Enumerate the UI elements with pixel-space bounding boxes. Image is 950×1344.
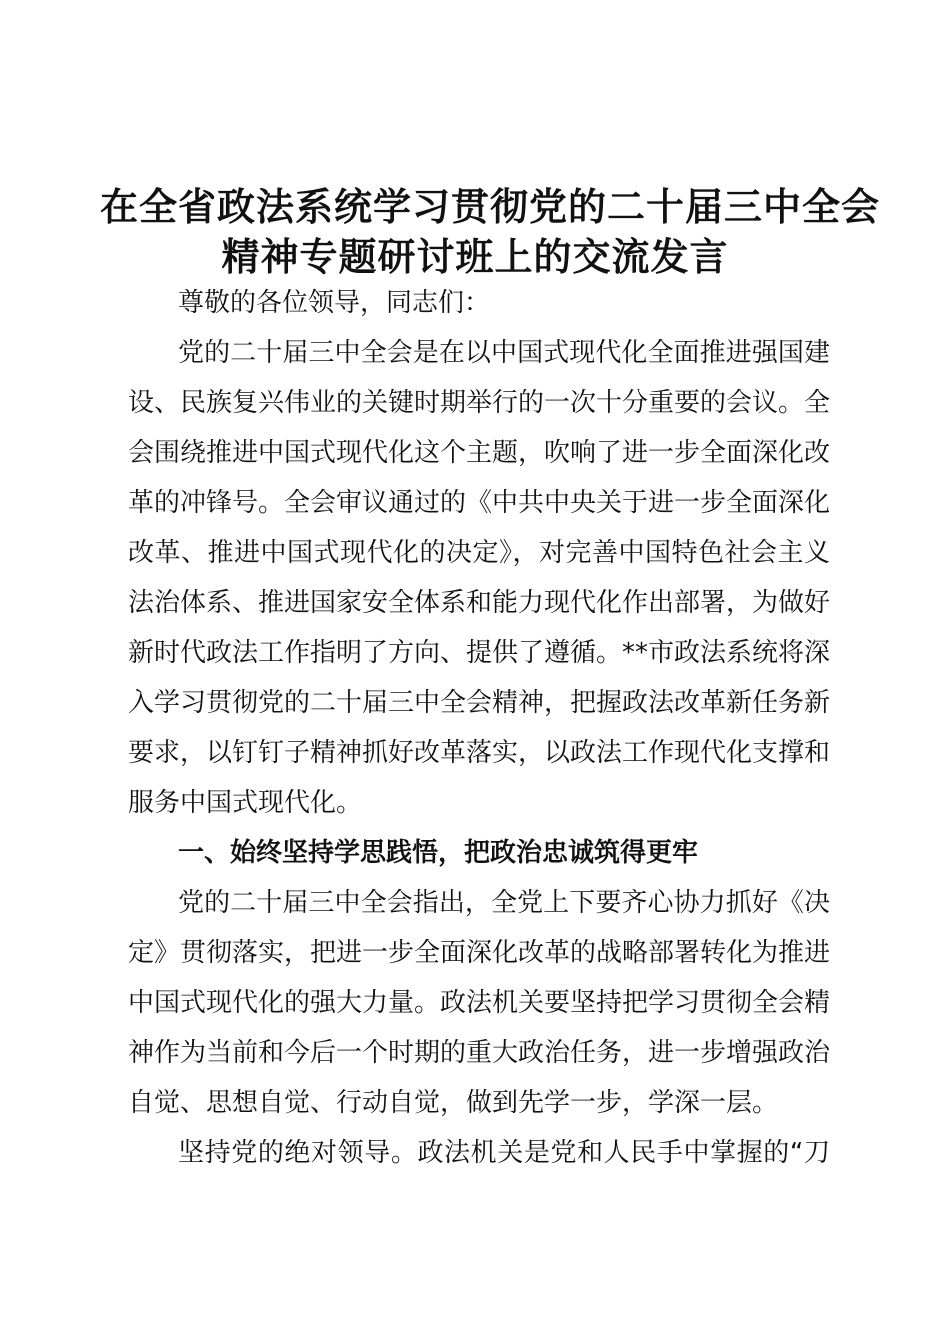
para1-line: 入学习贯彻党的二十届三中全会精神，把握政法改革新任务新 — [128, 688, 831, 718]
salutation: 尊敬的各位领导，同志们： — [178, 288, 491, 318]
para1-line: 革的冲锋号。全会审议通过的《中共中央关于进一步全面深化 — [128, 488, 831, 518]
para1-line: 服务中国式现代化。 — [128, 788, 363, 818]
para1-line: 会围绕推进中国式现代化这个主题，吹响了进一步全面深化改 — [128, 438, 831, 468]
para1-line: 要求，以钉钉子精神抓好改革落实，以政法工作现代化支撑和 — [128, 738, 831, 768]
para2-line: 自觉、思想自觉、行动自觉，做到先学一步，学深一层。 — [128, 1088, 779, 1118]
document-title-line-2: 精神专题研讨班上的交流发言 — [221, 235, 729, 279]
para2-line: 定》贯彻落实，把进一步全面深化改革的战略部署转化为推进 — [128, 938, 831, 968]
para1-line: 党的二十届三中全会是在以中国式现代化全面推进强国建 — [178, 338, 830, 368]
para2-line: 中国式现代化的强大力量。政法机关要坚持把学习贯彻全会精 — [128, 988, 831, 1018]
para1-line: 改革、推进中国式现代化的决定》，对完善中国特色社会主义 — [128, 538, 830, 568]
para2-line: 神作为当前和今后一个时期的重大政治任务，进一步增强政治 — [128, 1038, 831, 1068]
document-title-line-1: 在全省政法系统学习贯彻党的二十届三中全会 — [100, 185, 881, 229]
para1-line: 新时代政法工作指明了方向、提供了遵循。**市政法系统将深 — [128, 638, 831, 668]
para1-line: 法治体系、推进国家安全体系和能力现代化作出部署，为做好 — [128, 588, 831, 618]
para1-line: 设、民族复兴伟业的关键时期举行的一次十分重要的会议。全 — [128, 388, 831, 418]
para2-line: 党的二十届三中全会指出，全党上下要齐心协力抓好《决 — [178, 888, 830, 918]
para3-line: 坚持党的绝对领导。政法机关是党和人民手中掌握的“刀 — [178, 1138, 830, 1168]
section-heading: 一、始终坚持学思践悟，把政治忠诚筑得更牢 — [178, 838, 699, 868]
